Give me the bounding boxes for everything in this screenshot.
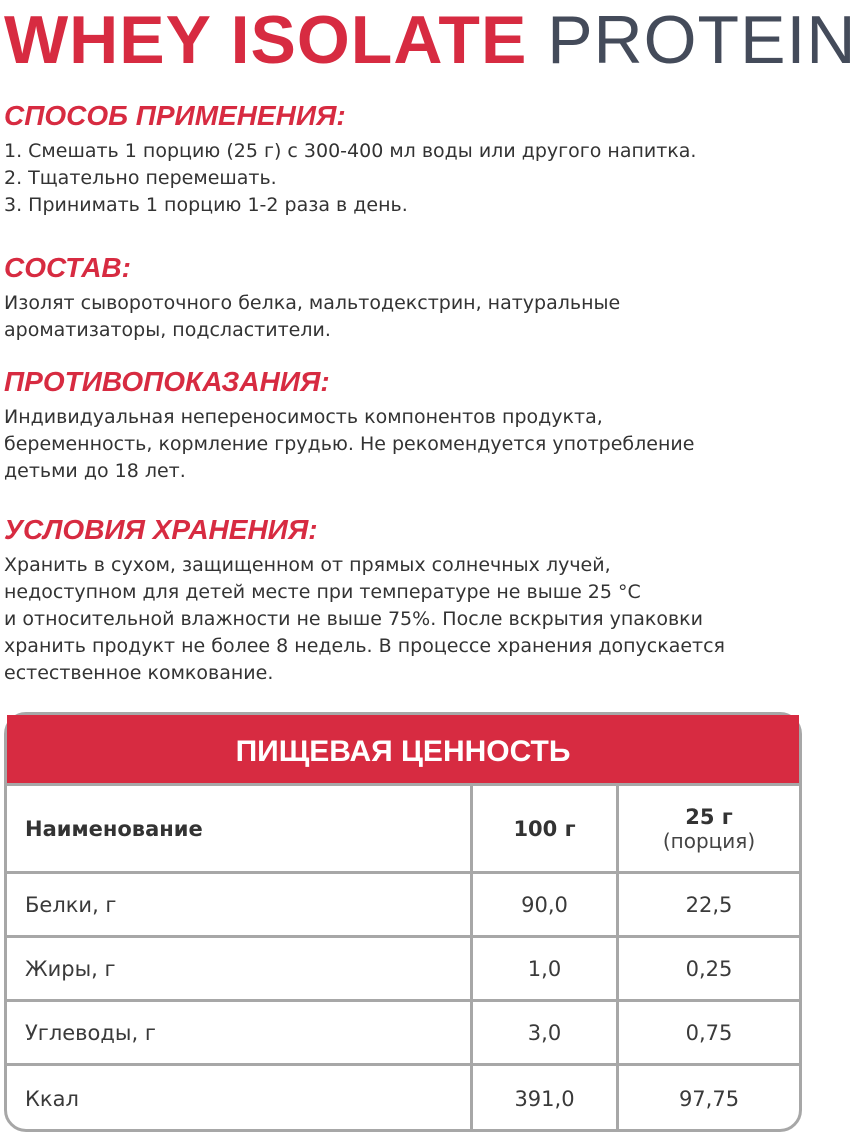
- portion-note: (порция): [662, 828, 756, 853]
- title-protein: PROTEIN: [547, 2, 856, 78]
- row-portion: 0,25: [685, 956, 733, 981]
- row-name: Ккал: [7, 1066, 473, 1132]
- portion-size: 25 г: [685, 804, 733, 829]
- table-row: [7, 1063, 799, 1132]
- nutrition-grid: [7, 783, 799, 1129]
- contraindications-line: беременность, кормление грудью. Не рекомендуется употребление: [4, 433, 695, 455]
- storage-line: Хранить в сухом, защищенном от прямых солнечных лучей,: [4, 554, 611, 576]
- usage-heading: СПОСОБ ПРИМЕНЕНИЯ:: [4, 100, 346, 131]
- column-header-name: Наименование: [7, 786, 473, 871]
- row-per100: 90,0: [473, 874, 619, 935]
- row-portion: 22,5: [685, 892, 733, 917]
- row-portion: 97,75: [678, 1087, 740, 1111]
- row-per100: 391,0: [473, 1066, 619, 1132]
- nutrition-table: [4, 712, 802, 1132]
- table-row: [7, 935, 799, 999]
- row-portion: 0,75: [685, 1020, 733, 1045]
- storage-line: естественное комкование.: [4, 662, 274, 684]
- contraindications-heading: ПРОТИВОПОКАЗАНИЯ:: [4, 366, 330, 397]
- product-title: [4, 4, 856, 76]
- row-name: Углеводы, г: [7, 1002, 473, 1063]
- contraindications-line: Индивидуальная непереносимость компонентов продукта,: [4, 406, 603, 428]
- row-name: Жиры, г: [7, 938, 473, 999]
- storage-heading: УСЛОВИЯ ХРАНЕНИЯ:: [4, 514, 318, 545]
- usage-line: 2. Тщательно перемешать.: [4, 167, 277, 189]
- storage-section: [4, 514, 814, 687]
- title-whey-isolate: WHEY ISOLATE: [4, 2, 528, 78]
- table-row: [7, 999, 799, 1063]
- usage-section: [4, 100, 814, 219]
- composition-line: Изолят сывороточного белка, мальтодекстрин, натуральные: [4, 292, 621, 314]
- nutrition-title: ПИЩЕВАЯ ЦЕННОСТЬ: [7, 715, 799, 783]
- contraindications-line: детьми до 18 лет.: [4, 460, 186, 482]
- composition-section: [4, 252, 814, 344]
- storage-line: хранить продукт не более 8 недель. В процессе хранения допускается: [4, 635, 725, 657]
- row-name: Белки, г: [7, 874, 473, 935]
- storage-line: и относительной влажности не выше 75%. После вскрытия упаковки: [4, 608, 704, 630]
- table-row: [7, 871, 799, 935]
- column-header-portion: [619, 786, 799, 871]
- column-header-100g: 100 г: [473, 786, 619, 871]
- row-per100: 3,0: [473, 1002, 619, 1063]
- usage-line: 1. Смешать 1 порцию (25 г) с 300-400 мл воды или другого напитка.: [4, 140, 697, 162]
- table-header-row: [7, 783, 799, 871]
- storage-line: недоступном для детей месте при температуре не выше 25 °С: [4, 581, 641, 603]
- composition-line: ароматизаторы, подсластители.: [4, 319, 331, 341]
- usage-line: 3. Принимать 1 порцию 1-2 раза в день.: [4, 194, 408, 216]
- contraindications-section: [4, 366, 814, 485]
- composition-heading: СОСТАВ:: [4, 252, 131, 283]
- row-per100: 1,0: [473, 938, 619, 999]
